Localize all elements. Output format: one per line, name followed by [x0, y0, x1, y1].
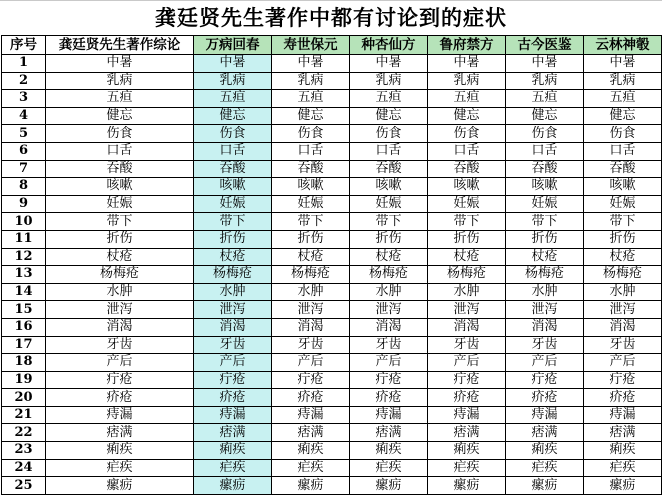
book-symptom-cell[interactable]: 五疸: [584, 90, 662, 108]
row-number-cell[interactable]: 12: [2, 248, 46, 266]
book-symptom-cell[interactable]: 疔疮: [584, 371, 662, 389]
book-symptom-cell[interactable]: 妊娠: [272, 195, 350, 213]
book-symptom-cell[interactable]: 疔疮: [428, 371, 506, 389]
book-symptom-cell[interactable]: 伤食: [194, 125, 272, 143]
book-symptom-cell[interactable]: 泄泻: [584, 301, 662, 319]
book-symptom-cell[interactable]: 疔疮: [194, 371, 272, 389]
book-symptom-cell[interactable]: 吞酸: [506, 160, 584, 178]
overview-symptom-cell[interactable]: 产后: [46, 354, 194, 372]
book-symptom-cell[interactable]: 伤食: [428, 125, 506, 143]
book-symptom-cell[interactable]: 妊娠: [506, 195, 584, 213]
book-symptom-cell[interactable]: 中暑: [584, 55, 662, 73]
book-symptom-cell[interactable]: 痔漏: [428, 406, 506, 424]
overview-symptom-cell[interactable]: 痔漏: [46, 406, 194, 424]
book-symptom-cell[interactable]: 口舌: [350, 142, 428, 160]
book-symptom-cell[interactable]: 水肿: [428, 283, 506, 301]
row-number-cell[interactable]: 19: [2, 371, 46, 389]
table-row: [2, 178, 662, 196]
book-symptom-cell[interactable]: 健忘: [584, 107, 662, 125]
book-symptom-cell[interactable]: 泄泻: [506, 301, 584, 319]
book-symptom-cell[interactable]: 吞酸: [584, 160, 662, 178]
book-symptom-cell[interactable]: 痔漏: [194, 406, 272, 424]
symptom-table: [1, 35, 662, 495]
book-symptom-cell[interactable]: 痢疾: [350, 442, 428, 460]
overview-symptom-cell[interactable]: 伤食: [46, 125, 194, 143]
table-row: [2, 125, 662, 143]
column-header-index[interactable]: 序号: [2, 36, 46, 55]
table-row: [2, 107, 662, 125]
book-symptom-cell[interactable]: 产后: [272, 354, 350, 372]
overview-symptom-cell[interactable]: 杖疮: [46, 248, 194, 266]
book-symptom-cell[interactable]: 牙齿: [272, 336, 350, 354]
overview-symptom-cell[interactable]: 妊娠: [46, 195, 194, 213]
table-row: [2, 318, 662, 336]
book-symptom-cell[interactable]: 咳嗽: [428, 178, 506, 196]
book-symptom-cell[interactable]: 健忘: [194, 107, 272, 125]
book-symptom-cell[interactable]: 健忘: [350, 107, 428, 125]
book-symptom-cell[interactable]: 消渴: [584, 318, 662, 336]
book-symptom-cell[interactable]: 痢疾: [194, 442, 272, 460]
book-symptom-cell[interactable]: 折伤: [428, 230, 506, 248]
book-symptom-cell[interactable]: 疥疮: [350, 389, 428, 407]
book-symptom-cell[interactable]: 疔疮: [350, 371, 428, 389]
table-row: [2, 371, 662, 389]
book-symptom-cell[interactable]: 乳病: [194, 72, 272, 90]
column-header-yunlin-shengou[interactable]: 云林神彀: [584, 36, 662, 55]
row-number-cell[interactable]: 1: [2, 55, 46, 73]
book-symptom-cell[interactable]: 吞酸: [194, 160, 272, 178]
book-symptom-cell[interactable]: 痔漏: [272, 406, 350, 424]
book-symptom-cell[interactable]: 瘰疬: [350, 477, 428, 495]
table-row: [2, 406, 662, 424]
overview-symptom-cell[interactable]: 痢疾: [46, 442, 194, 460]
book-symptom-cell[interactable]: 折伤: [350, 230, 428, 248]
book-symptom-cell[interactable]: 口舌: [506, 142, 584, 160]
book-symptom-cell[interactable]: 杨梅疮: [428, 266, 506, 284]
table-row: [2, 301, 662, 319]
book-symptom-cell[interactable]: 杨梅疮: [194, 266, 272, 284]
book-symptom-cell[interactable]: 痢疾: [506, 442, 584, 460]
row-number-cell[interactable]: 13: [2, 266, 46, 284]
row-number-cell[interactable]: 15: [2, 301, 46, 319]
book-symptom-cell[interactable]: 折伤: [506, 230, 584, 248]
book-symptom-cell[interactable]: 牙齿: [428, 336, 506, 354]
book-symptom-cell[interactable]: 产后: [506, 354, 584, 372]
book-symptom-cell[interactable]: 瘰疬: [584, 477, 662, 495]
book-symptom-cell[interactable]: 伤食: [506, 125, 584, 143]
column-header-shoushi-baoyuan[interactable]: 寿世保元: [272, 36, 350, 55]
book-symptom-cell[interactable]: 瘰疬: [194, 477, 272, 495]
book-symptom-cell[interactable]: 水肿: [272, 283, 350, 301]
book-symptom-cell[interactable]: 中暑: [194, 55, 272, 73]
book-symptom-cell[interactable]: 乳病: [584, 72, 662, 90]
book-symptom-cell[interactable]: 泄泻: [194, 301, 272, 319]
book-symptom-cell[interactable]: 健忘: [272, 107, 350, 125]
overview-symptom-cell[interactable]: 疟疾: [46, 459, 194, 477]
book-symptom-cell[interactable]: 五疸: [272, 90, 350, 108]
book-symptom-cell[interactable]: 口舌: [584, 142, 662, 160]
row-number-cell[interactable]: 8: [2, 178, 46, 196]
book-symptom-cell[interactable]: 妊娠: [584, 195, 662, 213]
book-symptom-cell[interactable]: 疥疮: [584, 389, 662, 407]
book-symptom-cell[interactable]: 带下: [506, 213, 584, 231]
row-number-cell[interactable]: 23: [2, 442, 46, 460]
table-row: [2, 230, 662, 248]
overview-symptom-cell[interactable]: 疥疮: [46, 389, 194, 407]
table-row: [2, 477, 662, 495]
book-symptom-cell[interactable]: 杨梅疮: [272, 266, 350, 284]
book-symptom-cell[interactable]: 吞酸: [428, 160, 506, 178]
book-symptom-cell[interactable]: 疟疾: [194, 459, 272, 477]
overview-symptom-cell[interactable]: 水肿: [46, 283, 194, 301]
book-symptom-cell[interactable]: 痞满: [506, 424, 584, 442]
row-number-cell[interactable]: 14: [2, 283, 46, 301]
overview-symptom-cell[interactable]: 消渴: [46, 318, 194, 336]
book-symptom-cell[interactable]: 乳病: [428, 72, 506, 90]
book-symptom-cell[interactable]: 杨梅疮: [506, 266, 584, 284]
book-symptom-cell[interactable]: 痞满: [428, 424, 506, 442]
book-symptom-cell[interactable]: 疔疮: [506, 371, 584, 389]
overview-symptom-cell[interactable]: 吞酸: [46, 160, 194, 178]
overview-symptom-cell[interactable]: 瘰疬: [46, 477, 194, 495]
book-symptom-cell[interactable]: 痢疾: [428, 442, 506, 460]
book-symptom-cell[interactable]: 产后: [350, 354, 428, 372]
row-number-cell[interactable]: 25: [2, 477, 46, 495]
book-symptom-cell[interactable]: 消渴: [428, 318, 506, 336]
book-symptom-cell[interactable]: 口舌: [194, 142, 272, 160]
book-symptom-cell[interactable]: 疥疮: [272, 389, 350, 407]
book-symptom-cell[interactable]: 五疸: [350, 90, 428, 108]
book-symptom-cell[interactable]: 产后: [584, 354, 662, 372]
row-number-cell[interactable]: 21: [2, 406, 46, 424]
table-row: [2, 459, 662, 477]
overview-symptom-cell[interactable]: 杨梅疮: [46, 266, 194, 284]
book-symptom-cell[interactable]: 咳嗽: [506, 178, 584, 196]
column-header-overview[interactable]: 龚廷贤先生著作综论: [46, 36, 194, 55]
book-symptom-cell[interactable]: 水肿: [584, 283, 662, 301]
book-symptom-cell[interactable]: 杖疮: [194, 248, 272, 266]
book-symptom-cell[interactable]: 五疸: [506, 90, 584, 108]
book-symptom-cell[interactable]: 伤食: [272, 125, 350, 143]
row-number-cell[interactable]: 10: [2, 213, 46, 231]
row-number-cell[interactable]: 2: [2, 72, 46, 90]
book-symptom-cell[interactable]: 水肿: [194, 283, 272, 301]
book-symptom-cell[interactable]: 泄泻: [428, 301, 506, 319]
book-symptom-cell[interactable]: 瘰疬: [428, 477, 506, 495]
book-symptom-cell[interactable]: 痞满: [194, 424, 272, 442]
book-symptom-cell[interactable]: 疔疮: [272, 371, 350, 389]
book-symptom-cell[interactable]: 折伤: [194, 230, 272, 248]
book-symptom-cell[interactable]: 吞酸: [350, 160, 428, 178]
row-number-cell[interactable]: 20: [2, 389, 46, 407]
book-symptom-cell[interactable]: 牙齿: [350, 336, 428, 354]
book-symptom-cell[interactable]: 妊娠: [194, 195, 272, 213]
table-row: [2, 354, 662, 372]
book-symptom-cell[interactable]: 咳嗽: [584, 178, 662, 196]
overview-symptom-cell[interactable]: 折伤: [46, 230, 194, 248]
book-symptom-cell[interactable]: 带下: [272, 213, 350, 231]
column-header-gujin-yijian[interactable]: 古今医鉴: [506, 36, 584, 55]
book-symptom-cell[interactable]: 水肿: [350, 283, 428, 301]
book-symptom-cell[interactable]: 疟疾: [506, 459, 584, 477]
book-symptom-cell[interactable]: 痔漏: [584, 406, 662, 424]
book-symptom-cell[interactable]: 痞满: [350, 424, 428, 442]
book-symptom-cell[interactable]: 消渴: [272, 318, 350, 336]
row-number-cell[interactable]: 7: [2, 160, 46, 178]
book-symptom-cell[interactable]: 杖疮: [350, 248, 428, 266]
book-symptom-cell[interactable]: 杨梅疮: [584, 266, 662, 284]
overview-symptom-cell[interactable]: 疔疮: [46, 371, 194, 389]
column-header-wanbing-huichun[interactable]: 万病回春: [194, 36, 272, 55]
book-symptom-cell[interactable]: 消渴: [350, 318, 428, 336]
book-symptom-cell[interactable]: 疥疮: [506, 389, 584, 407]
overview-symptom-cell[interactable]: 五疸: [46, 90, 194, 108]
book-symptom-cell[interactable]: 杖疮: [584, 248, 662, 266]
row-number-cell[interactable]: 4: [2, 107, 46, 125]
book-symptom-cell[interactable]: 伤食: [350, 125, 428, 143]
book-symptom-cell[interactable]: 疟疾: [428, 459, 506, 477]
book-symptom-cell[interactable]: 杨梅疮: [350, 266, 428, 284]
book-symptom-cell[interactable]: 妊娠: [350, 195, 428, 213]
table-row: [2, 160, 662, 178]
overview-symptom-cell[interactable]: 牙齿: [46, 336, 194, 354]
table-row: [2, 248, 662, 266]
book-symptom-cell[interactable]: 消渴: [506, 318, 584, 336]
row-number-cell[interactable]: 6: [2, 142, 46, 160]
book-symptom-cell[interactable]: 疟疾: [350, 459, 428, 477]
table-body: [2, 55, 662, 495]
row-number-cell[interactable]: 11: [2, 230, 46, 248]
book-symptom-cell[interactable]: 五疸: [194, 90, 272, 108]
book-symptom-cell[interactable]: 折伤: [584, 230, 662, 248]
table-row: [2, 213, 662, 231]
book-symptom-cell[interactable]: 泄泻: [350, 301, 428, 319]
book-symptom-cell[interactable]: 杖疮: [272, 248, 350, 266]
book-symptom-cell[interactable]: 带下: [584, 213, 662, 231]
book-symptom-cell[interactable]: 消渴: [194, 318, 272, 336]
book-symptom-cell[interactable]: 口舌: [428, 142, 506, 160]
column-header-lufu-jinfang[interactable]: 鲁府禁方: [428, 36, 506, 55]
overview-symptom-cell[interactable]: 中暑: [46, 55, 194, 73]
row-number-cell[interactable]: 24: [2, 459, 46, 477]
overview-symptom-cell[interactable]: 口舌: [46, 142, 194, 160]
book-symptom-cell[interactable]: 咳嗽: [272, 178, 350, 196]
book-symptom-cell[interactable]: 泄泻: [272, 301, 350, 319]
table-row: [2, 142, 662, 160]
book-symptom-cell[interactable]: 吞酸: [272, 160, 350, 178]
book-symptom-cell[interactable]: 痞满: [272, 424, 350, 442]
book-symptom-cell[interactable]: 痞满: [584, 424, 662, 442]
book-symptom-cell[interactable]: 疟疾: [584, 459, 662, 477]
row-number-cell[interactable]: 18: [2, 354, 46, 372]
book-symptom-cell[interactable]: 口舌: [272, 142, 350, 160]
table-row: [2, 90, 662, 108]
book-symptom-cell[interactable]: 疥疮: [428, 389, 506, 407]
overview-symptom-cell[interactable]: 痞满: [46, 424, 194, 442]
book-symptom-cell[interactable]: 疟疾: [272, 459, 350, 477]
table-row: [2, 72, 662, 90]
book-symptom-cell[interactable]: 乳病: [272, 72, 350, 90]
book-symptom-cell[interactable]: 带下: [194, 213, 272, 231]
table-row: [2, 336, 662, 354]
book-symptom-cell[interactable]: 带下: [428, 213, 506, 231]
book-symptom-cell[interactable]: 乳病: [506, 72, 584, 90]
book-symptom-cell[interactable]: 痢疾: [272, 442, 350, 460]
book-symptom-cell[interactable]: 痔漏: [506, 406, 584, 424]
book-symptom-cell[interactable]: 牙齿: [194, 336, 272, 354]
book-symptom-cell[interactable]: 瘰疬: [506, 477, 584, 495]
book-symptom-cell[interactable]: 妊娠: [428, 195, 506, 213]
table-row: [2, 195, 662, 213]
book-symptom-cell[interactable]: 中暑: [272, 55, 350, 73]
book-symptom-cell[interactable]: 五疸: [428, 90, 506, 108]
book-symptom-cell[interactable]: 伤食: [584, 125, 662, 143]
overview-symptom-cell[interactable]: 带下: [46, 213, 194, 231]
sheet-title: 龚廷贤先生著作中都有讨论到的症状: [0, 0, 662, 35]
book-symptom-cell[interactable]: 带下: [350, 213, 428, 231]
table-row: [2, 55, 662, 73]
book-symptom-cell[interactable]: 健忘: [506, 107, 584, 125]
overview-symptom-cell[interactable]: 乳病: [46, 72, 194, 90]
book-symptom-cell[interactable]: 痔漏: [350, 406, 428, 424]
book-symptom-cell[interactable]: 咳嗽: [350, 178, 428, 196]
book-symptom-cell[interactable]: 牙齿: [584, 336, 662, 354]
book-symptom-cell[interactable]: 折伤: [272, 230, 350, 248]
row-number-cell[interactable]: 17: [2, 336, 46, 354]
overview-symptom-cell[interactable]: 健忘: [46, 107, 194, 125]
book-symptom-cell[interactable]: 中暑: [506, 55, 584, 73]
row-number-cell[interactable]: 22: [2, 424, 46, 442]
column-header-zhongxing-xianfang[interactable]: 种杏仙方: [350, 36, 428, 55]
row-number-cell[interactable]: 16: [2, 318, 46, 336]
book-symptom-cell[interactable]: 疥疮: [194, 389, 272, 407]
book-symptom-cell[interactable]: 瘰疬: [272, 477, 350, 495]
book-symptom-cell[interactable]: 杖疮: [428, 248, 506, 266]
book-symptom-cell[interactable]: 中暑: [428, 55, 506, 73]
table-row: [2, 283, 662, 301]
overview-symptom-cell[interactable]: 泄泻: [46, 301, 194, 319]
book-symptom-cell[interactable]: 痢疾: [584, 442, 662, 460]
row-number-cell[interactable]: 3: [2, 90, 46, 108]
book-symptom-cell[interactable]: 水肿: [506, 283, 584, 301]
book-symptom-cell[interactable]: 杖疮: [506, 248, 584, 266]
header-row: [2, 36, 662, 55]
book-symptom-cell[interactable]: 咳嗽: [194, 178, 272, 196]
book-symptom-cell[interactable]: 牙齿: [506, 336, 584, 354]
table-row: [2, 424, 662, 442]
book-symptom-cell[interactable]: 产后: [428, 354, 506, 372]
book-symptom-cell[interactable]: 中暑: [350, 55, 428, 73]
table-row: [2, 442, 662, 460]
overview-symptom-cell[interactable]: 咳嗽: [46, 178, 194, 196]
book-symptom-cell[interactable]: 健忘: [428, 107, 506, 125]
table-row: [2, 389, 662, 407]
book-symptom-cell[interactable]: 产后: [194, 354, 272, 372]
row-number-cell[interactable]: 5: [2, 125, 46, 143]
book-symptom-cell[interactable]: 乳病: [350, 72, 428, 90]
table-row: [2, 266, 662, 284]
row-number-cell[interactable]: 9: [2, 195, 46, 213]
